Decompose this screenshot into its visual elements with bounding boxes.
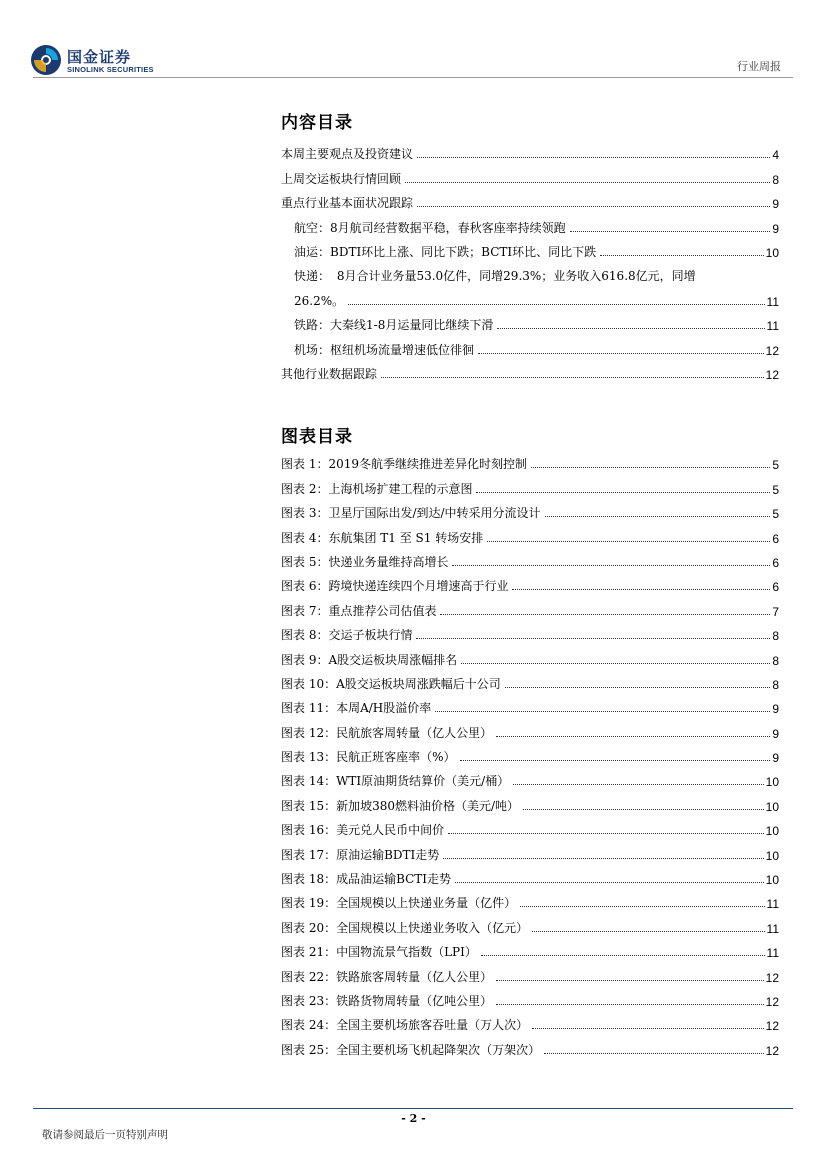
dot-leader bbox=[520, 906, 764, 907]
dot-leader bbox=[487, 541, 770, 542]
figure-entry-page: 9 bbox=[772, 702, 779, 717]
figure-toc-entry[interactable] bbox=[281, 936, 779, 960]
figure-entry-page: 11 bbox=[766, 946, 779, 961]
figure-toc-entry[interactable] bbox=[281, 546, 779, 570]
footer-disclaimer: 敬请参阅最后一页特别声明 bbox=[42, 1129, 168, 1141]
figure-entry-page: 12 bbox=[765, 970, 779, 985]
figures-title: 图表目录 bbox=[281, 427, 353, 447]
logo-text-en: SINOLINK SECURITIES bbox=[67, 65, 154, 74]
figure-entry-text: 图表 24：全国主要机场旅客吞吐量（万人次） bbox=[281, 1018, 529, 1033]
figure-entry-text: 图表 17：原油运输BDTI走势 bbox=[281, 847, 440, 862]
contents-title: 内容目录 bbox=[281, 113, 353, 133]
toc-entry-text: 机场：枢纽机场流量增速低位徘徊 bbox=[294, 342, 475, 357]
figure-entry-page: 10 bbox=[765, 824, 779, 839]
toc-entry-text: 上周交运板块行情回顾 bbox=[281, 171, 402, 186]
figure-toc-entry[interactable] bbox=[281, 911, 779, 935]
figure-entry-text: 图表 12：民航旅客周转量（亿人公里） bbox=[281, 725, 493, 740]
figure-toc-entry[interactable] bbox=[281, 887, 779, 911]
toc-entry-text: 26.2%。 bbox=[294, 293, 345, 308]
toc-entry-page: 12 bbox=[765, 343, 779, 358]
dot-leader bbox=[512, 589, 770, 590]
dot-leader bbox=[448, 833, 764, 834]
logo-mark-icon bbox=[30, 44, 62, 76]
toc-entry-text: 本周主要观点及投资建议 bbox=[281, 147, 414, 162]
figure-entry-page: 9 bbox=[772, 751, 779, 766]
toc-subentry[interactable] bbox=[281, 333, 779, 357]
dot-leader bbox=[417, 206, 770, 207]
figure-toc-entry[interactable] bbox=[281, 1009, 779, 1033]
toc-entry-page: 9 bbox=[772, 197, 779, 212]
toc-entry-page: 9 bbox=[772, 221, 779, 236]
figure-entry-text: 图表 21：中国物流景气指数（LPI） bbox=[281, 945, 477, 960]
toc-entry[interactable] bbox=[281, 138, 779, 162]
figure-toc-entry[interactable] bbox=[281, 521, 779, 545]
figure-entry-text: 图表 18：成品油运输BCTI走势 bbox=[281, 872, 452, 887]
figure-entry-page: 9 bbox=[772, 726, 779, 741]
report-type-label: 行业周报 bbox=[737, 60, 781, 73]
toc-entry-page: 11 bbox=[766, 319, 779, 334]
figure-toc-entry[interactable] bbox=[281, 765, 779, 789]
contents-list bbox=[281, 138, 779, 382]
figure-entry-text: 图表 20：全国规模以上快递业务收入（亿元） bbox=[281, 920, 529, 935]
toc-subentry[interactable] bbox=[281, 211, 779, 235]
figure-toc-entry[interactable] bbox=[281, 448, 779, 472]
figure-entry-page: 7 bbox=[772, 604, 779, 619]
figure-entry-page: 11 bbox=[766, 921, 779, 936]
figure-entry-page: 6 bbox=[772, 531, 779, 546]
dot-leader bbox=[497, 328, 764, 329]
figure-toc-entry[interactable] bbox=[281, 789, 779, 813]
figure-toc-entry[interactable] bbox=[281, 668, 779, 692]
figure-entry-text: 图表 7：重点推荐公司估值表 bbox=[281, 603, 437, 618]
dot-leader bbox=[600, 255, 763, 256]
toc-entry-text: 航空：8月航司经营数据平稳，春秋客座率持续领跑 bbox=[294, 220, 566, 235]
figure-entry-text: 图表 5：快递业务量维持高增长 bbox=[281, 554, 449, 569]
figure-toc-entry[interactable] bbox=[281, 472, 779, 496]
logo-text-cn: 国金证券 bbox=[67, 48, 132, 66]
figures-list bbox=[281, 448, 779, 1058]
dot-leader bbox=[496, 980, 764, 981]
figure-entry-text: 图表 16：美元兑人民币中间价 bbox=[281, 823, 445, 838]
toc-entry-page: 10 bbox=[765, 245, 779, 260]
toc-entry-text: 铁路：大秦线1-8月运量同比继续下滑 bbox=[294, 318, 494, 333]
figure-toc-entry[interactable] bbox=[281, 619, 779, 643]
toc-entry-page: 11 bbox=[766, 294, 779, 309]
dot-leader bbox=[405, 182, 770, 183]
figure-entry-page: 5 bbox=[772, 507, 779, 522]
figure-entry-page: 10 bbox=[765, 873, 779, 888]
toc-entry-page: 12 bbox=[765, 367, 779, 382]
company-logo bbox=[30, 44, 154, 76]
dot-leader bbox=[452, 565, 770, 566]
dot-leader bbox=[478, 353, 764, 354]
toc-subentry[interactable] bbox=[281, 236, 779, 260]
dot-leader bbox=[496, 736, 770, 737]
figure-toc-entry[interactable] bbox=[281, 960, 779, 984]
dot-leader bbox=[481, 955, 765, 956]
dot-leader bbox=[348, 304, 764, 305]
header-divider bbox=[33, 77, 793, 78]
figure-toc-entry[interactable] bbox=[281, 643, 779, 667]
dot-leader bbox=[381, 377, 764, 378]
figure-toc-entry[interactable] bbox=[281, 814, 779, 838]
dot-leader bbox=[476, 492, 770, 493]
figure-entry-page: 8 bbox=[772, 629, 779, 644]
dot-leader bbox=[570, 231, 771, 232]
figure-toc-entry[interactable] bbox=[281, 497, 779, 521]
figure-entry-page: 6 bbox=[772, 580, 779, 595]
toc-entry[interactable] bbox=[281, 162, 779, 186]
figure-entry-page: 5 bbox=[772, 482, 779, 497]
figure-toc-entry[interactable] bbox=[281, 741, 779, 765]
figure-entry-text: 图表 6：跨境快递连续四个月增速高于行业 bbox=[281, 579, 509, 594]
figure-entry-text: 图表 25：全国主要机场飞机起降架次（万架次） bbox=[281, 1042, 541, 1057]
dot-leader bbox=[416, 638, 770, 639]
dot-leader bbox=[532, 931, 764, 932]
dot-leader bbox=[460, 760, 771, 761]
toc-entry[interactable] bbox=[281, 358, 779, 382]
toc-entry-text: 其他行业数据跟踪 bbox=[281, 366, 378, 381]
figure-toc-entry[interactable] bbox=[281, 863, 779, 887]
toc-entry-text: 重点行业基本面状况跟踪 bbox=[281, 196, 414, 211]
toc-subentry-line2[interactable] bbox=[281, 284, 779, 308]
figure-entry-text: 图表 13：民航正班客座率（%） bbox=[281, 750, 456, 765]
dot-leader bbox=[440, 614, 770, 615]
dot-leader bbox=[461, 663, 770, 664]
dot-leader bbox=[545, 516, 771, 517]
figure-entry-text: 图表 9：A股交运板块周涨幅排名 bbox=[281, 652, 458, 667]
figure-toc-entry[interactable] bbox=[281, 838, 779, 862]
page-number: - 2 - bbox=[401, 1112, 426, 1125]
figure-toc-entry[interactable] bbox=[281, 594, 779, 618]
figure-entry-page: 12 bbox=[765, 1043, 779, 1058]
dot-leader bbox=[523, 809, 764, 810]
footer-divider bbox=[33, 1108, 793, 1109]
figure-entry-page: 10 bbox=[765, 848, 779, 863]
figure-entry-page: 11 bbox=[766, 897, 779, 912]
figure-entry-text: 图表 14：WTI原油期货结算价（美元/桶） bbox=[281, 774, 510, 789]
figure-entry-text: 图表 23：铁路货物周转量（亿吨公里） bbox=[281, 993, 493, 1008]
figure-entry-text: 图表 10：A股交运板块周涨跌幅后十公司 bbox=[281, 676, 501, 691]
figure-entry-page: 6 bbox=[772, 555, 779, 570]
dot-leader bbox=[531, 467, 770, 468]
figure-entry-text: 图表 2：上海机场扩建工程的示意图 bbox=[281, 481, 473, 496]
figure-entry-page: 8 bbox=[772, 677, 779, 692]
toc-entry-text: 快递： 8月合计业务量53.0亿件，同增29.3%；业务收入616.8亿元，同增 bbox=[294, 269, 696, 284]
figure-toc-entry[interactable] bbox=[281, 985, 779, 1009]
figure-entry-page: 10 bbox=[765, 799, 779, 814]
toc-entry-page: 4 bbox=[772, 148, 779, 163]
toc-entry-page: 8 bbox=[772, 172, 779, 187]
figure-toc-entry[interactable] bbox=[281, 1033, 779, 1057]
toc-subentry-line1[interactable] bbox=[281, 260, 779, 284]
dot-leader bbox=[513, 784, 763, 785]
figure-entry-page: 5 bbox=[772, 458, 779, 473]
dot-leader bbox=[455, 882, 764, 883]
figure-entry-page: 12 bbox=[765, 1019, 779, 1034]
figure-entry-text: 图表 15：新加坡380燃料油价格（美元/吨） bbox=[281, 798, 520, 813]
dot-leader bbox=[443, 858, 763, 859]
figure-entry-text: 图表 22：铁路旅客周转量（亿人公里） bbox=[281, 969, 493, 984]
toc-entry-text: 油运：BDTI环比上涨、同比下跌；BCTI环比、同比下跌 bbox=[294, 244, 597, 259]
figure-entry-page: 10 bbox=[765, 775, 779, 790]
toc-subentry[interactable] bbox=[281, 309, 779, 333]
figure-entry-page: 12 bbox=[765, 994, 779, 1009]
dot-leader bbox=[417, 157, 770, 158]
dot-leader bbox=[544, 1053, 764, 1054]
figure-toc-entry[interactable] bbox=[281, 570, 779, 594]
toc-entry[interactable] bbox=[281, 187, 779, 211]
dot-leader bbox=[435, 711, 770, 712]
figure-entry-page: 8 bbox=[772, 653, 779, 668]
dot-leader bbox=[532, 1028, 764, 1029]
figure-toc-entry[interactable] bbox=[281, 716, 779, 740]
figure-entry-text: 图表 3：卫星厅国际出发/到达/中转采用分流设计 bbox=[281, 506, 541, 521]
figure-entry-text: 图表 1：2019冬航季继续推进差异化时刻控制 bbox=[281, 457, 527, 472]
figure-entry-text: 图表 4：东航集团 T1 至 S1 转场安排 bbox=[281, 530, 484, 545]
dot-leader bbox=[496, 1004, 764, 1005]
figure-entry-text: 图表 8：交运子板块行情 bbox=[281, 628, 413, 643]
dot-leader bbox=[505, 687, 771, 688]
figure-entry-text: 图表 19：全国规模以上快递业务量（亿件） bbox=[281, 896, 517, 911]
figure-entry-text: 图表 11：本周A/H股溢价率 bbox=[281, 701, 432, 716]
figure-toc-entry[interactable] bbox=[281, 692, 779, 716]
